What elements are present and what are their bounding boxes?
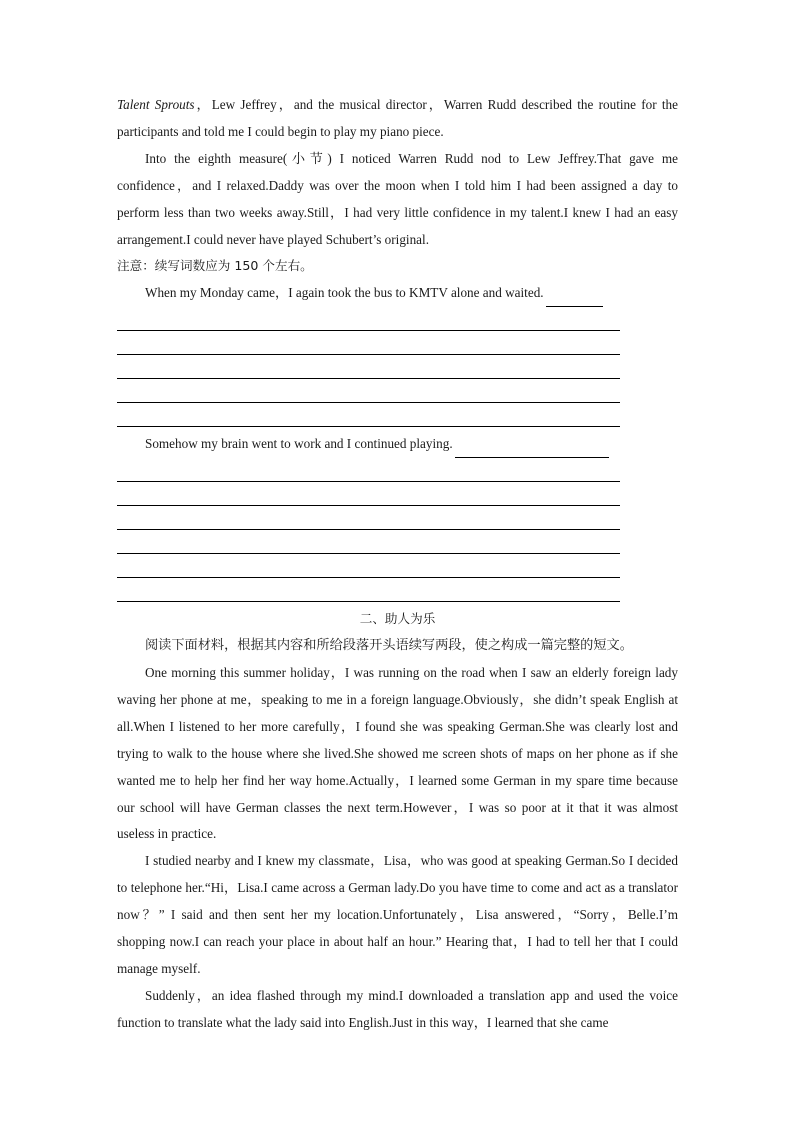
answer-line[interactable]	[117, 458, 620, 482]
answer-line[interactable]	[117, 355, 620, 379]
section-instruction: 阅读下面材料，根据其内容和所给段落开头语续写两段，使之构成一篇完整的短文。	[145, 638, 633, 654]
paragraph-german-lady: One morning this summer holiday，I was running on the road when I saw an elderly foreign lady waving her phone at me，speaking to me in a foreign language.Obviously，she didn’t speak English at all.When I listened to her more carefully，I found she was speaking German.She was clearly lost and trying to walk to the house where she lived.She showed me screen shots of maps on her phone as if she wanted me to help her find her way home.Actually，I learned some German in my spare time because our school will have German classes the next term.However，I was so poor at it that it was almost useless in practice.	[117, 664, 678, 842]
section-title: 二、助人为乐	[359, 611, 436, 627]
lead-sentence-1: When my Monday came，I again took the bus to KMTV alone and waited.	[145, 285, 544, 301]
answer-lines-1	[117, 307, 678, 427]
paragraph-eighth-measure: Into the eighth measure(小节) I noticed Warren Rudd nod to Lew Jeffrey.That gave me confidence，and I relaxed.Daddy was over the moon when I told him I had been assigned a day to perform less than two weeks away.Still，I had very little confidence in my talent.I knew I had an easy arrangement.I could never have played Schubert’s original.	[117, 150, 678, 247]
answer-line[interactable]	[117, 554, 620, 578]
answer-line[interactable]	[117, 578, 620, 602]
paragraph-talent-sprouts	[117, 92, 678, 146]
answer-line[interactable]	[117, 379, 620, 403]
answer-blank-inline-1[interactable]	[546, 287, 603, 307]
lead-sentence-2: Somehow my brain went to work and I continued playing.	[145, 436, 453, 452]
answer-line[interactable]	[117, 331, 620, 355]
answer-line[interactable]	[117, 307, 620, 331]
answer-line[interactable]	[117, 530, 620, 554]
answer-lines-2	[117, 458, 678, 602]
continuation-lead-2	[117, 431, 678, 458]
show-title: Talent Sprouts	[117, 97, 195, 112]
paragraph-call-lisa: I studied nearby and I knew my classmate，Lisa，who was good at speaking German.So I decided to telephone her.“Hi，Lisa.I came across a German lady.Do you have time to come and act as a translator now？” I said and then sent her my location.Unfortunately，Lisa answered，“Sorry，Belle.I’m shopping now.I can reach your place in about half an hour.” Hearing that，I had to tell her that I could manage myself.	[117, 853, 678, 976]
answer-blank-inline-2[interactable]	[455, 438, 609, 458]
answer-line[interactable]	[117, 506, 620, 530]
continuation-lead-1	[117, 280, 678, 307]
word-count-note: 注意：续写词数应为 150 个左右。	[117, 258, 313, 274]
document-page	[117, 92, 678, 1037]
paragraph-translation-app: Suddenly，an idea flashed through my mind.I downloaded a translation app and used the voice function to translate what the lady said into English.Just in this way，I learned that she came	[117, 987, 678, 1030]
paragraph-text: ，Lew Jeffrey，and the musical director，Warren Rudd described the routine for the participants and told me I could begin to play my piano piece.	[117, 97, 678, 139]
answer-line[interactable]	[117, 482, 620, 506]
answer-line[interactable]	[117, 403, 620, 427]
